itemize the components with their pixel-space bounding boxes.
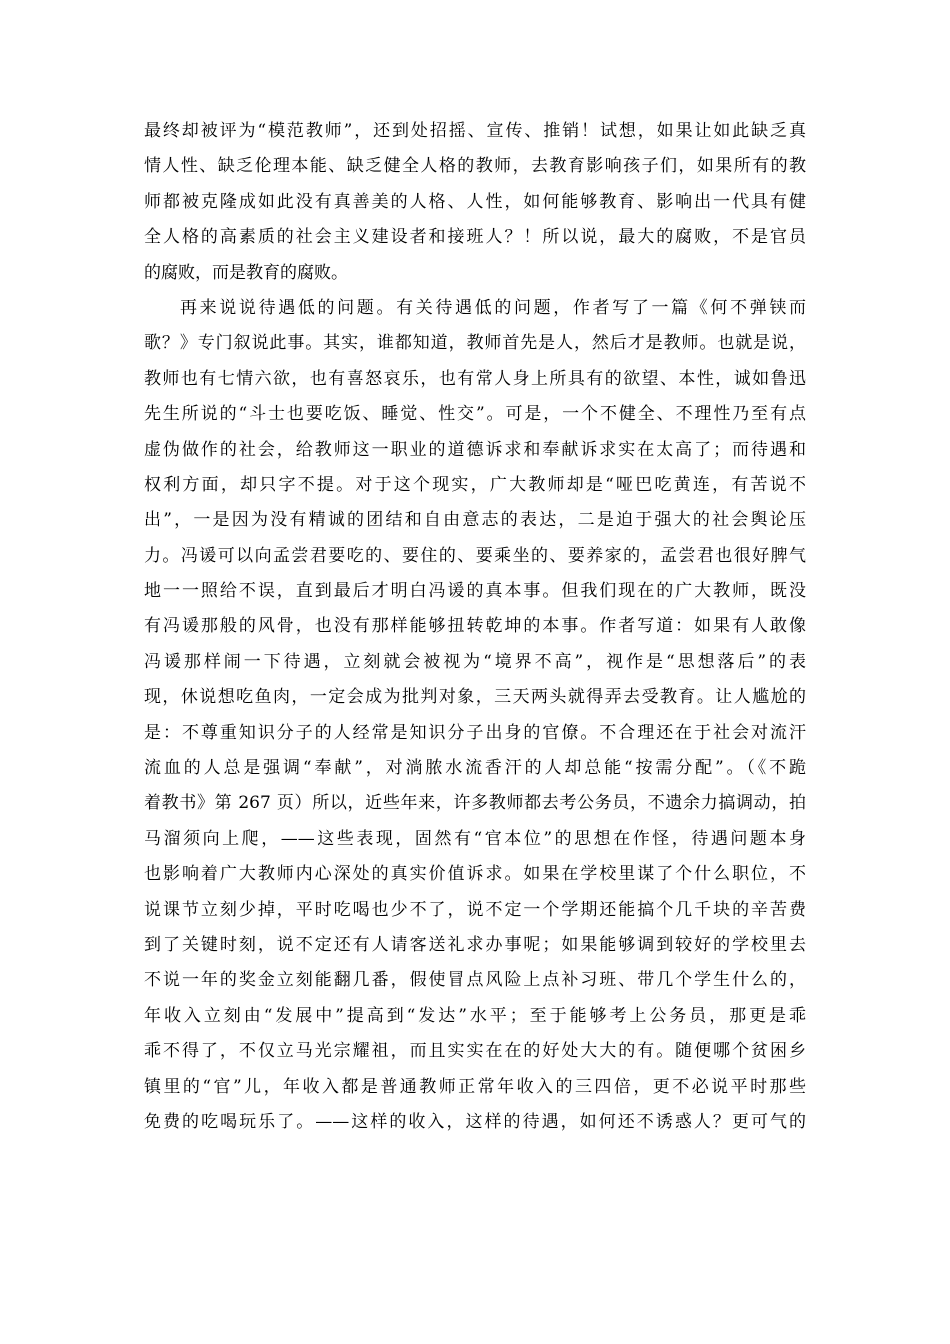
text-line: 全人格的高素质的社会主义建设者和接班人？！所以说，最大的腐败，不是官员 [144,227,806,248]
text-line: 情人性、缺乏伦理本能、缺乏健全人格的教师，去教育影响孩子们，如果所有的教 [144,156,806,177]
text-line: 着教书》第 267 页）所以，近些年来，许多教师都去考公务员，不遗余力搞调动，拍 [144,793,806,814]
text-line: 力。冯谖可以向孟尝君要吃的、要住的、要乘坐的、要养家的，孟尝君也很好脾气 [144,545,806,566]
text-line: 也影响着广大教师内心深处的真实价值诉求。如果在学校里谋了个什么职位，不 [144,864,806,885]
text-line: 教师也有七情六欲，也有喜怒哀乐，也有常人身上所具有的欲望、本性，诚如鲁迅 [144,368,806,389]
text-line: 的腐败，而是教育的腐败。 [144,262,348,283]
text-line: 说课节立刻少掉，平时吃喝也少不了，说不定一个学期还能搞个几千块的辛苦费 [144,899,806,920]
text-line: 乖不得了，不仅立马光宗耀祖，而且实实在在的好处大大的有。随便哪个贫困乡 [144,1041,806,1062]
text-line: 出”，一是因为没有精诚的团结和自由意志的表达，二是迫于强大的社会舆论压 [144,510,806,531]
text-line: 歌？》专门叙说此事。其实，谁都知道，教师首先是人，然后才是教师。也就是说， [144,333,806,354]
text-line: 现，休说想吃鱼肉，一定会成为批判对象，三天两头就得弄去受教育。让人尴尬的 [144,687,806,708]
body-text [144,114,806,1140]
text-line: 地一一照给不误，直到最后才明白冯谖的真本事。但我们现在的广大教师，既没 [144,581,806,602]
text-line: 镇里的“官”儿，年收入都是普通教师正常年收入的三四倍，更不必说平时那些 [144,1076,806,1097]
text-line: 到了关键时刻，说不定还有人请客送礼求办事呢；如果能够调到较好的学校里去 [144,934,806,955]
text-line: 虚伪做作的社会，给教师这一职业的道德诉求和奉献诉求实在太高了；而待遇和 [144,439,806,460]
text-line: 最终却被评为“模范教师”，还到处招摇、宣传、推销！试想，如果让如此缺乏真 [144,121,806,141]
paragraph-1 [144,114,806,291]
text-line: 不说一年的奖金立刻能翻几番，假使冒点风险上点补习班、带几个学生什么的， [144,970,806,991]
text-line: 再来说说待遇低的问题。有关待遇低的问题，作者写了一篇《何不弹铗而 [180,297,806,318]
text-line: 是：不尊重知识分子的人经常是知识分子出身的官僚。不合理还在于社会对流汗 [144,722,806,743]
text-line: 权利方面，却只字不提。对于这个现实，广大教师却是“哑巴吃黄连，有苦说不 [144,474,806,495]
text-line: 年收入立刻由“发展中”提高到“发达”水平；至于能够考上公务员，那更是乖 [144,1005,806,1026]
paragraph-2 [144,291,806,1140]
text-line: 先生所说的“斗士也要吃饭、睡觉、性交”。可是，一个不健全、不理性乃至有点 [144,404,806,425]
text-line: 师都被克隆成如此没有真善美的人格、人性，如何能够教育、影响出一代具有健 [144,191,806,212]
text-line: 马溜须向上爬，——这些表现，固然有“官本位”的思想在作怪，待遇问题本身 [144,828,806,849]
text-line: 冯谖那样闹一下待遇，立刻就会被视为“境界不高”，视作是“思想落后”的表 [144,651,806,672]
text-line: 有冯谖那般的风骨，也没有那样能够扭转乾坤的本事。作者写道：如果有人敢像 [144,616,806,637]
text-line: 流血的人总是强调“奉献”，对淌脓水流香汗的人却总能“按需分配”。（《不跪 [144,758,806,779]
text-line: 免费的吃喝玩乐了。——这样的收入，这样的待遇，如何还不诱惑人？更可气的 [144,1111,806,1132]
